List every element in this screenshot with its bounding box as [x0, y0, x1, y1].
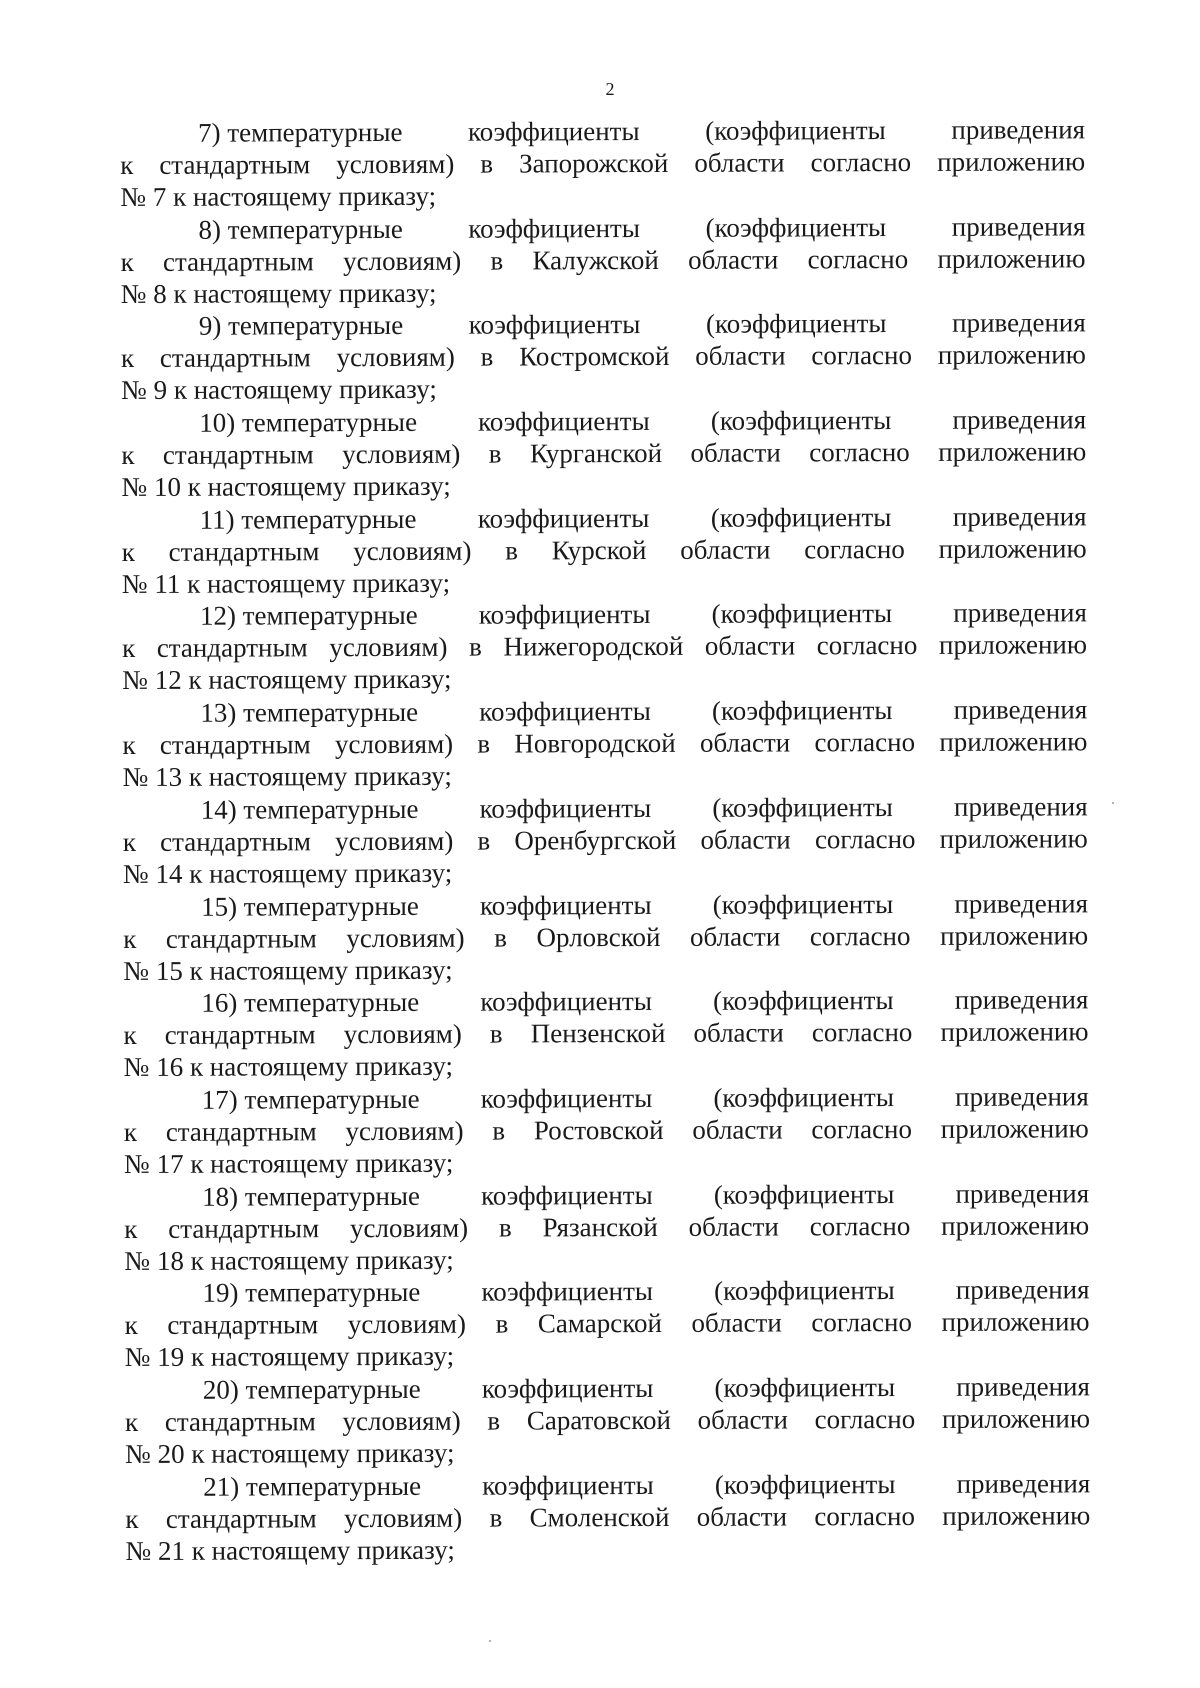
word: Рязанской: [542, 1211, 658, 1242]
order-item-first-line: [121, 403, 1086, 439]
word: (коэффициенты: [714, 1275, 895, 1306]
word: Новгородской: [514, 727, 676, 759]
word: области: [690, 437, 781, 468]
scan-speck: [489, 1640, 491, 1642]
word: условиям): [335, 825, 454, 856]
word: стандартным: [160, 826, 312, 857]
word: условиям): [343, 1502, 463, 1533]
word: области: [695, 340, 786, 372]
word: согласно: [811, 340, 913, 371]
word: области: [680, 534, 771, 565]
word: Пензенской: [530, 1018, 666, 1049]
word: (коэффициенты: [705, 308, 887, 340]
word: 8) температурные: [198, 213, 403, 245]
word: 21) температурные: [203, 1470, 422, 1502]
word: к: [120, 246, 134, 277]
word: приложению: [940, 919, 1089, 951]
word: в: [495, 1308, 509, 1339]
word: (коэффициенты: [710, 501, 892, 533]
order-item-second-line: [121, 339, 1086, 375]
word: области: [699, 727, 791, 758]
word: условиям): [342, 438, 461, 470]
word: приведения: [953, 597, 1087, 629]
word: области: [692, 1114, 783, 1145]
word: коэффициенты: [482, 1469, 654, 1501]
word: (коэффициенты: [705, 115, 886, 146]
order-item-appendix-reference: № 14 к настоящему приказу;: [122, 857, 453, 889]
word: в: [492, 1115, 506, 1146]
word: 13) температурные: [200, 696, 419, 728]
word: условиям): [336, 148, 455, 180]
word: приложению: [941, 1306, 1090, 1338]
order-item: [120, 210, 1085, 310]
word: приложению: [940, 1016, 1089, 1048]
word: области: [700, 824, 791, 855]
order-item: [121, 307, 1086, 407]
order-item-appendix-reference: № 20 к настоящему приказу;: [125, 1437, 455, 1469]
order-item-first-line: [123, 887, 1088, 923]
word: стандартным: [159, 729, 311, 760]
word: приложению: [938, 629, 1088, 661]
word: приложению: [937, 242, 1086, 274]
word: Запорожской: [518, 147, 669, 179]
order-item: [121, 500, 1086, 600]
word: коэффициенты: [481, 1179, 653, 1211]
word: стандартным: [159, 342, 311, 374]
order-item: [123, 887, 1088, 987]
word: условиям): [343, 245, 462, 276]
word: согласно: [814, 1403, 916, 1435]
word: стандартным: [165, 1502, 317, 1534]
word: 12) температурные: [199, 600, 418, 632]
word: в: [477, 825, 491, 856]
word: 9) температурные: [198, 310, 404, 342]
order-item-appendix-reference: № 17 к настоящему приказу;: [123, 1147, 454, 1179]
word: 16) температурные: [201, 987, 420, 1018]
word: Калужской: [532, 244, 659, 276]
order-item-second-line: [120, 145, 1085, 181]
order-item-second-line: [125, 1306, 1090, 1342]
word: коэффициенты: [479, 792, 652, 824]
word: к: [121, 633, 136, 664]
word: коэффициенты: [468, 309, 641, 341]
word: условиям): [329, 632, 448, 663]
word: приложению: [938, 436, 1087, 467]
word: в: [477, 728, 491, 759]
order-item: [121, 403, 1086, 503]
word: приведения: [955, 1081, 1089, 1112]
word: коэффициенты: [481, 1276, 654, 1307]
word: 10) температурные: [199, 406, 418, 438]
word: условиям): [346, 922, 465, 953]
word: 11) температурные: [199, 503, 417, 535]
word: 14) температурные: [200, 793, 419, 825]
word: области: [691, 1307, 782, 1339]
word: согласно: [811, 1017, 913, 1048]
order-item-second-line: [123, 1015, 1088, 1051]
word: стандартным: [156, 632, 308, 664]
word: приведения: [952, 404, 1087, 435]
word: области: [689, 920, 781, 952]
word: Костромской: [519, 341, 670, 372]
word: приложению: [939, 726, 1088, 757]
word: согласно: [811, 1113, 913, 1145]
order-item-second-line: [123, 822, 1088, 858]
order-item: [124, 1080, 1089, 1180]
word: 19) температурные: [202, 1277, 421, 1308]
order-item-first-line: [125, 1467, 1090, 1503]
order-item: [122, 693, 1087, 793]
word: (коэффициенты: [712, 985, 894, 1016]
word: Курганской: [529, 437, 663, 469]
word: к: [121, 440, 135, 471]
word: 18) температурные: [202, 1180, 421, 1212]
word: в: [489, 1502, 503, 1533]
word: стандартным: [159, 149, 311, 180]
word: Нижегородской: [503, 631, 684, 662]
word: 17) температурные: [201, 1083, 420, 1115]
word: стандартным: [164, 1406, 316, 1437]
word: коэффициенты: [467, 116, 640, 147]
word: условиям): [353, 535, 472, 566]
word: приведения: [951, 210, 1086, 242]
word: условиям): [345, 1115, 464, 1147]
order-item: [124, 1274, 1089, 1374]
word: 20) температурные: [202, 1373, 421, 1405]
word: Ростовской: [533, 1114, 664, 1146]
word: к: [123, 1116, 138, 1147]
word: приведения: [955, 1177, 1090, 1209]
word: коэффициенты: [479, 696, 651, 727]
word: приложению: [938, 533, 1087, 564]
word: приведения: [954, 887, 1089, 919]
order-item-first-line: [123, 790, 1088, 826]
word: в: [498, 1212, 512, 1243]
order-item-appendix-reference: № 16 к настоящему приказу;: [123, 1050, 454, 1083]
order-item-second-line: [122, 532, 1087, 568]
word: Смоленской: [529, 1501, 670, 1533]
word: согласно: [804, 533, 905, 565]
order-item-appendix-reference: № 21 к настоящему приказу;: [125, 1534, 455, 1566]
word: коэффициенты: [478, 599, 651, 631]
word: области: [688, 1211, 779, 1242]
order-item-appendix-reference: № 7 к настоящему приказу;: [120, 180, 437, 212]
word: (коэффициенты: [710, 405, 892, 436]
word: к: [122, 826, 136, 857]
word: приведения: [951, 114, 1086, 145]
order-item-appendix-reference: № 19 к настоящему приказу;: [124, 1340, 455, 1373]
word: приведения: [955, 1274, 1090, 1306]
order-item-appendix-reference: № 8 к настоящему приказу;: [120, 277, 437, 309]
word: согласно: [814, 823, 916, 855]
word: (коэффициенты: [705, 211, 887, 243]
word: коэффициенты: [480, 986, 652, 1017]
word: условиям): [343, 1018, 462, 1050]
word: к: [124, 1213, 138, 1244]
word: приведения: [952, 501, 1087, 532]
word: области: [693, 1017, 784, 1048]
word: Курской: [551, 534, 647, 566]
order-item-first-line: [124, 1177, 1089, 1213]
word: коэффициенты: [479, 889, 652, 921]
word: стандартным: [165, 1116, 317, 1147]
order-item-second-line: [124, 1112, 1089, 1148]
word: (коэффициенты: [711, 598, 893, 630]
order-item-second-line: [122, 629, 1087, 665]
order-item: [125, 1467, 1090, 1567]
word: согласно: [810, 146, 912, 178]
word: области: [704, 630, 796, 662]
word: в: [494, 922, 507, 953]
page-number: 2: [605, 79, 615, 99]
word: Саратовской: [526, 1404, 671, 1436]
word: условиям): [336, 342, 455, 373]
word: согласно: [807, 243, 909, 275]
order-item-appendix-reference: № 13 к настоящему приказу;: [122, 760, 452, 793]
word: к: [123, 923, 137, 954]
word: в: [487, 1405, 501, 1436]
word: коэффициенты: [468, 212, 641, 244]
word: приложению: [941, 1403, 1091, 1434]
word: области: [697, 1404, 788, 1435]
word: Орловской: [536, 921, 661, 952]
word: стандартным: [165, 922, 317, 954]
word: области: [696, 1501, 788, 1532]
order-item-first-line: [120, 210, 1085, 246]
order-item: [124, 1177, 1089, 1277]
word: области: [688, 244, 779, 275]
order-item-first-line: [122, 693, 1087, 729]
order-item: [123, 983, 1088, 1083]
word: приложению: [937, 339, 1086, 371]
word: в: [490, 245, 504, 276]
order-item-first-line: [120, 113, 1085, 149]
word: к: [124, 1406, 139, 1437]
word: приложению: [937, 146, 1086, 177]
order-item-second-line: [120, 242, 1085, 278]
word: условиям): [349, 1212, 469, 1243]
order-item-first-line: [124, 1080, 1089, 1116]
order-item-appendix-reference: № 10 к настоящему приказу;: [121, 470, 451, 503]
order-item-first-line: [121, 307, 1086, 343]
word: Самарской: [537, 1308, 662, 1339]
word: приведения: [956, 1467, 1091, 1499]
order-item: [123, 790, 1088, 890]
word: коэффициенты: [478, 406, 650, 437]
order-item-second-line: [124, 1209, 1089, 1245]
order-item-appendix-reference: № 18 к настоящему приказу;: [124, 1244, 454, 1276]
word: стандартным: [162, 245, 314, 277]
scan-speck: [1112, 802, 1114, 804]
word: согласно: [816, 630, 918, 661]
word: (коэффициенты: [712, 888, 894, 920]
word: 7) температурные: [198, 116, 403, 148]
word: согласно: [809, 920, 911, 951]
word: к: [120, 149, 134, 180]
word: 15) температурные: [200, 890, 419, 922]
word: приведения: [954, 984, 1089, 1015]
word: стандартным: [168, 535, 320, 567]
order-item-first-line: [124, 1274, 1089, 1310]
order-items-list: [120, 113, 1091, 1567]
word: условиям): [342, 1405, 461, 1437]
word: к: [122, 730, 136, 761]
word: в: [480, 148, 494, 179]
word: приложению: [941, 1209, 1090, 1241]
order-item: [120, 113, 1085, 213]
word: (коэффициенты: [714, 1468, 896, 1500]
word: (коэффициенты: [711, 695, 893, 726]
word: к: [120, 343, 135, 374]
word: в: [480, 341, 494, 372]
order-item-second-line: [121, 435, 1086, 471]
word: приложению: [939, 823, 1088, 854]
word: условиям): [347, 1308, 467, 1340]
order-item: [122, 597, 1087, 697]
order-item-second-line: [122, 725, 1087, 761]
order-item-appendix-reference: № 9 к настоящему приказу;: [120, 374, 437, 406]
order-item-second-line: [125, 1402, 1090, 1438]
word: Оренбургской: [514, 824, 677, 856]
word: в: [488, 438, 502, 469]
word: стандартным: [164, 1019, 316, 1051]
order-item-first-line: [122, 597, 1087, 633]
word: приложению: [940, 1113, 1089, 1144]
word: (коэффициенты: [713, 1081, 895, 1113]
word: стандартным: [162, 439, 314, 470]
word: приведения: [956, 1371, 1090, 1402]
order-item-first-line: [123, 983, 1088, 1019]
word: к: [123, 1020, 137, 1051]
word: к: [124, 1310, 138, 1341]
word: коэффициенты: [477, 502, 650, 534]
word: приведения: [953, 694, 1088, 725]
word: согласно: [814, 727, 916, 758]
word: области: [694, 147, 785, 178]
order-item-second-line: [123, 919, 1088, 955]
order-item-appendix-reference: № 11 к настоящему приказу;: [121, 567, 451, 599]
word: стандартным: [168, 1212, 320, 1244]
word: коэффициенты: [481, 1372, 654, 1404]
order-item-first-line: [125, 1370, 1090, 1406]
word: в: [489, 1018, 503, 1049]
word: стандартным: [167, 1309, 319, 1341]
word: согласно: [809, 437, 910, 468]
word: (коэффициенты: [714, 1371, 896, 1403]
word: в: [505, 535, 518, 566]
order-item-first-line: [121, 500, 1086, 536]
order-item-appendix-reference: № 12 к настоящему приказу;: [122, 664, 452, 696]
word: условиям): [334, 728, 454, 760]
word: (коэффициенты: [713, 1178, 895, 1210]
order-item: [125, 1370, 1090, 1470]
order-item-appendix-reference: № 15 к настоящему приказу;: [123, 954, 453, 986]
word: согласно: [811, 1307, 912, 1338]
word: приведения: [952, 307, 1086, 339]
word: к: [121, 536, 135, 567]
order-item-second-line: [125, 1499, 1090, 1535]
word: приложению: [942, 1499, 1091, 1531]
word: приведения: [953, 791, 1088, 822]
word: согласно: [814, 1500, 915, 1531]
word: к: [125, 1503, 139, 1534]
word: коэффициенты: [480, 1082, 653, 1114]
word: согласно: [809, 1210, 911, 1241]
word: в: [469, 632, 482, 663]
word: (коэффициенты: [712, 791, 893, 823]
